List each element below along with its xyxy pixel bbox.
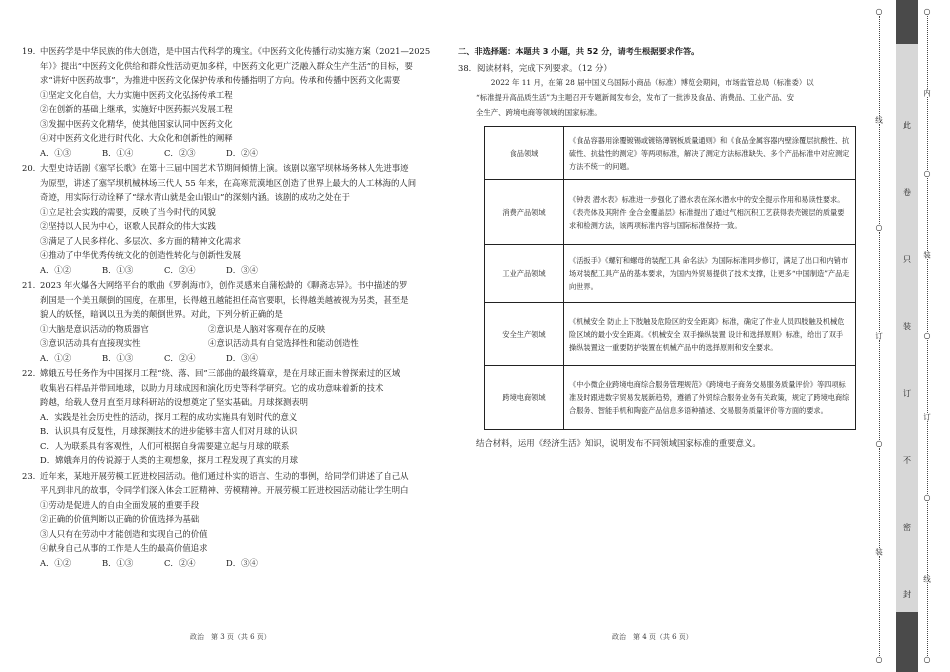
field-cell: 跨境电商领域 xyxy=(485,366,564,430)
choice-b: B．认识具有反复性，月球探测技术的进步能够丰富人们对月球的认识 xyxy=(40,426,298,436)
page-footer-left: 政治 第 3 页（共 6 页） xyxy=(190,633,271,641)
question-text-line: 嫦娥五号任务作为中国探月工程“绕、落、回”三部曲的最终篇章，是在月球正面未曾探索过的区域 xyxy=(40,368,401,378)
statement-item: ①劳动是促进人的自由全面发展的重要手段 xyxy=(40,499,200,510)
question-text-line: 求“讲好中医药故事”，为推进中医药文化保护传承和传播指明了方向。传承和传播中医药文化需要 xyxy=(40,75,401,85)
intro-line: “标准提升高品质生活”为主题召开专题新闻发布会，发布了一批涉及食品、消费品、工业产品、安 xyxy=(476,93,794,102)
option-c: C．②④ xyxy=(164,557,196,568)
question-text-line: 近年来，某地开展劳模工匠进校园活动。他们通过朴实的语言、生动的事例，给同学们讲述了自己从 xyxy=(40,470,409,481)
option-b: B．①④ xyxy=(102,147,134,158)
statement-item: ④推动了中华优秀传统文化的创造性转化与创新性发展 xyxy=(40,250,241,260)
choice-c: C．人为联系具有客观性，人们可根据自身需要建立起与月球的联系 xyxy=(40,440,290,451)
question-number: 20. xyxy=(22,163,36,173)
intro-line: 全生产、跨境电商等领域的国家标准。 xyxy=(476,108,602,117)
intro-line: 2022 年 11 月，在第 28 届中国义乌国际小商品（标准）博览会期间，市场监管总局（标准委）以 xyxy=(490,78,814,87)
statement-item: ①立足社会实践的需要，反映了当今时代的风貌 xyxy=(40,206,216,217)
seal-label: 订 xyxy=(874,332,884,340)
seal-word: 不 xyxy=(903,456,911,465)
description-cell: 《中小微企业跨境电商综合服务管理规范》《跨境电子商务交易服务质量评价》等四项标准及时跟进数字贸易发展新趋势，遵循了外贸综合服务业务有关政策，规定了跨境电商综合服务、智能手机和陶瓷产品信息多语种描述、交易服务质量评价等方面的要求。 xyxy=(564,366,856,430)
seal-word: 装 xyxy=(903,322,911,331)
option-d: D．③④ xyxy=(226,264,258,275)
question-text-line: 跨越，给载人登月直至月球科研站的设想奠定了坚实基础。月球探测表明 xyxy=(40,397,308,407)
right-page-questions xyxy=(458,44,858,451)
seal-word: 卷 xyxy=(903,188,911,197)
question-text-line: 平凡到非凡的故事，令同学们深入体会工匠精神、劳模精神。开展劳模工匠进校园活动能让学生明白 xyxy=(40,485,409,495)
statement-item: ①大脑是意识活动的物质器官 xyxy=(40,323,149,334)
question-number: 19. xyxy=(22,46,36,56)
option-b: B．①③ xyxy=(102,264,134,275)
question-21 xyxy=(22,278,444,365)
description-cell: 《食品容器用涂覆镀锡或镀铬薄钢板质量通则》和《食品金属容器内壁涂覆层抗酸性、抗硫性、抗盐性的测定》等两项标准，解决了测定方法标准缺失、多个产品标准中对应测定方法不统一的问题。 xyxy=(564,127,856,180)
circle-mark: ○ xyxy=(923,169,931,178)
question-text-line: 为原型，讲述了塞罕坝机械林场三代人 55 年来，在高寒荒漠地区创造了世界上最大的人工林海的人间 xyxy=(40,177,417,188)
circle-mark: ○ xyxy=(875,439,883,448)
question-text-line: 年）》提出“中医药文化供给和群众性活动更加多样，中医药文化更广泛融入群众生产生活”的目标，要 xyxy=(40,60,413,71)
field-cell: 消费产品领域 xyxy=(485,180,564,245)
statement-item: ③人只有在劳动中才能创造和实现自己的价值 xyxy=(40,528,208,539)
circle-mark: ○ xyxy=(923,493,931,502)
option-a: A．①② xyxy=(40,352,72,363)
inner-seal-line xyxy=(922,8,932,664)
statement-item: ②坚持以人民为中心，讴歌人民群众的伟大实践 xyxy=(40,221,216,231)
choice-a: A．实践是社会历史性的活动，探月工程的成功实施具有划时代的意义 xyxy=(40,411,298,422)
statement-item: ④献身自己从事的工作是人生的最高价值追求 xyxy=(40,543,208,553)
statement-item: ③意识活动具有直接现实性 xyxy=(40,338,141,348)
question-text-line: 貌人的妖怪，暗讽以丑为美的颠倒世界。对此，下列分析正确的是 xyxy=(40,309,283,319)
answer-options xyxy=(22,146,444,161)
question-number: 23. xyxy=(22,470,36,481)
statement-item: ④意识活动具有自觉选择性和能动创造性 xyxy=(208,338,359,348)
seal-warning-text xyxy=(896,120,918,600)
statement-item: ②正确的价值判断以正确的价值选择为基础 xyxy=(40,514,200,524)
table-row xyxy=(485,180,856,245)
option-d: D．②④ xyxy=(226,147,258,158)
circle-mark: ○ xyxy=(923,655,931,664)
left-page-questions xyxy=(22,44,444,571)
question-38-prompt: 结合材料，运用《经济生活》知识，说明发布不同领域国家标准的重要意义。 xyxy=(476,438,761,448)
table-row xyxy=(485,245,856,303)
option-a: A．①② xyxy=(40,557,72,568)
circle-mark: ○ xyxy=(923,331,931,340)
standards-table xyxy=(484,126,856,430)
page-footer-right: 政治 第 4 页（共 6 页） xyxy=(612,633,693,641)
option-a: A．①② xyxy=(40,264,72,275)
seal-label: 装 xyxy=(922,251,932,259)
option-b: B．①③ xyxy=(102,352,134,363)
outer-seal-line xyxy=(874,8,884,664)
question-38-heading: 38．阅读材料，完成下列要求。（12 分） xyxy=(458,62,612,73)
seal-word: 此 xyxy=(903,121,911,130)
question-text-line: 大型史诗话剧《塞罕长歌》在第十三届中国艺术节期间倾情上演。该剧以塞罕坝林场务林人先进事迹 xyxy=(40,163,409,173)
binding-dark-bottom xyxy=(896,612,918,672)
field-cell: 工业产品领域 xyxy=(485,245,564,303)
section-title: 二、非选择题：本题共 3 小题，共 52 分，请考生根据要求作答。 xyxy=(458,46,700,56)
seal-label: 线 xyxy=(922,575,932,583)
seal-word: 只 xyxy=(903,255,911,264)
binding-margin xyxy=(870,0,950,672)
circle-mark: ○ xyxy=(875,223,883,232)
answer-options xyxy=(22,263,444,278)
description-cell: 《钟表 潜水表》标准进一步强化了潜水表在深水潜水中的安全提示作用和易读性要求。《表壳体及其附件 金合金覆盖层》标准提出了通过气相沉积工艺获得表壳镀层的质量要求和检测方法，该两项标准内容与国际标准保持一致。 xyxy=(564,180,856,245)
circle-mark: ○ xyxy=(923,7,931,16)
question-19 xyxy=(22,44,444,160)
statement-item: ②意识是人脑对客观存在的反映 xyxy=(208,323,326,334)
seal-word: 订 xyxy=(903,389,911,398)
option-d: D．③④ xyxy=(226,352,258,363)
statement-item: ③发掘中医药文化精华，使其他国家认同中医药文化 xyxy=(40,118,233,129)
statement-pair xyxy=(22,336,444,351)
seal-word: 密 xyxy=(903,523,911,532)
seal-word: 封 xyxy=(903,590,911,599)
table-row xyxy=(485,127,856,180)
option-a: A．①③ xyxy=(40,147,72,158)
question-20 xyxy=(22,161,444,277)
question-22 xyxy=(22,366,444,468)
seal-label: 装 xyxy=(874,548,884,556)
answer-options xyxy=(22,556,444,571)
field-cell: 安全生产领域 xyxy=(485,303,564,366)
statement-item: ①坚定文化自信，大力实施中医药文化弘扬传承工程 xyxy=(40,89,233,100)
answer-options xyxy=(22,351,444,366)
statement-item: ③满足了人民多样化、多层次、多方面的精神文化需求 xyxy=(40,235,241,246)
field-cell: 食品领域 xyxy=(485,127,564,180)
table-row xyxy=(485,303,856,366)
question-23 xyxy=(22,469,444,571)
statement-item: ④对中医药文化进行时代化、大众化和创新性的阐释 xyxy=(40,133,233,143)
description-cell: 《机械安全 防止上下肢触及危险区的安全距离》标准，确定了作业人员四肢触及机械危险区域的最小安全距离。《机械安全 双手操纵装置 设计和选择原则》标准，给出了双手操纵装置这一重要防护装置在机械产品中的选择原则和安全要求。 xyxy=(564,303,856,366)
question-text-line: 刹国是一个美丑颠倒的国度，在那里，长得越丑越能担任高官要职，长得越美越被视为另类，甚至是 xyxy=(40,294,409,305)
question-text-line: 中医药学是中华民族的伟大创造，是中国古代科学的瑰宝。《中医药文化传播行动实施方案（2021—2025 xyxy=(40,46,431,56)
circle-mark: ○ xyxy=(875,7,883,16)
option-c: C．②④ xyxy=(164,352,196,363)
statement-item: ②在创新的基础上继承，实施好中医药振兴发展工程 xyxy=(40,104,233,114)
description-cell: 《活扳手》《螺钉和螺母的装配工具 命名法》为国际标准同步修订，满足了出口和内销市场对装配工具产品的基本要求，为国内外贸易提供了技术支撑，让更多“中国制造”产品走向世界。 xyxy=(564,245,856,303)
option-c: C．②③ xyxy=(164,147,196,158)
question-text-line: 收集岩石样品并带回地球，以助力月球成因和演化历史等科学研究。它的成功意味着新的技术 xyxy=(40,382,384,393)
question-number: 22. xyxy=(22,368,36,378)
choice-d: D．嫦娥奔月的传说源于人类的主观想象，探月工程发现了真实的月球 xyxy=(40,455,298,465)
option-b: B．①③ xyxy=(102,557,134,568)
option-d: D．③④ xyxy=(226,557,258,568)
seal-label: 线 xyxy=(874,116,884,124)
question-text-line: 2023 年火爆各大网络平台的歌曲《罗刹海市》，创作灵感来自蒲松龄的《聊斋志异》。书中描述的罗 xyxy=(40,280,408,290)
question-38-intro xyxy=(458,75,858,120)
question-number: 21. xyxy=(22,280,36,290)
circle-mark: ○ xyxy=(875,655,883,664)
statement-pair xyxy=(22,322,444,337)
option-c: C．②④ xyxy=(164,264,196,275)
binding-dark-top xyxy=(896,0,918,44)
seal-label: 内 xyxy=(922,89,932,97)
seal-label: 订 xyxy=(922,413,932,421)
table-row xyxy=(485,366,856,430)
question-text-line: 奇迹，用实际行动诠释了“绿水青山就是金山银山”的深刻内涵。该剧的成功之处在于 xyxy=(40,192,351,202)
